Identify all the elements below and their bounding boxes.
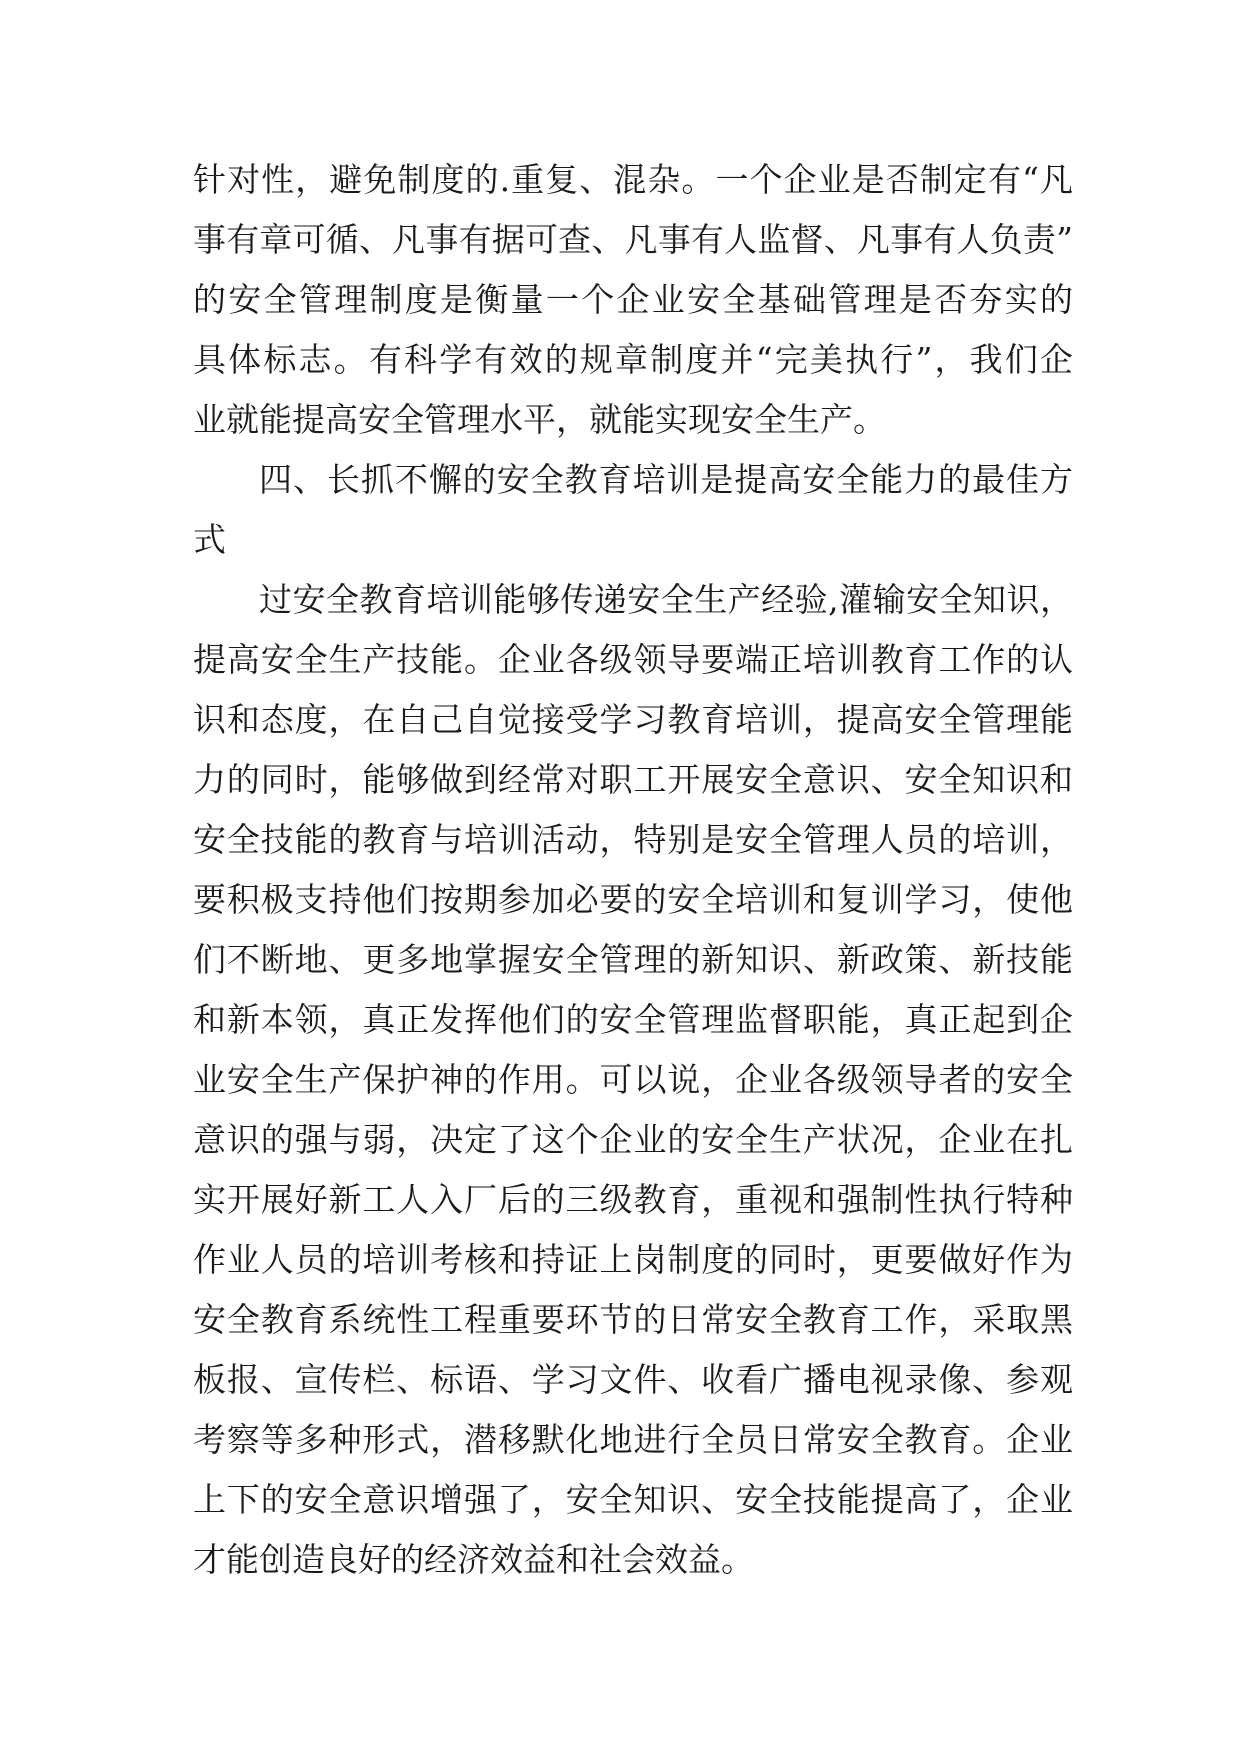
text-line: 考察等多种形式，潜移默化地进行全员日常安全教育。企业 — [193, 1420, 1073, 1459]
text-line: 提高安全生产技能。企业各级领导要端正培训教育工作的认 — [193, 640, 1073, 679]
text-line: 实开展好新工人入厂后的三级教育，重视和强制性执行特种 — [193, 1180, 1073, 1219]
text-line: 们不断地、更多地掌握安全管理的新知识、新政策、新技能 — [193, 940, 1073, 979]
text-line: 业安全生产保护神的作用。可以说，企业各级领导者的安全 — [193, 1060, 1073, 1099]
text-line: 板报、宣传栏、标语、学习文件、收看广播电视录像、参观 — [193, 1360, 1073, 1399]
text-line: 式 — [193, 520, 226, 559]
text-line: 作业人员的培训考核和持证上岗制度的同时，更要做好作为 — [193, 1240, 1073, 1279]
text-line: 才能创造良好的经济效益和社会效益。 — [193, 1540, 754, 1579]
text-line: 安全技能的教育与培训活动，特别是安全管理人员的培训， — [193, 820, 1073, 859]
text-line: 具体标志。有科学有效的规章制度并“完美执行”，我们企 — [193, 340, 1073, 379]
text-line: 要积极支持他们按期参加必要的安全培训和复训学习，使他 — [193, 880, 1073, 919]
text-line: 业就能提高安全管理水平，就能实现安全生产。 — [193, 400, 886, 439]
text-line: 和新本领，真正发挥他们的安全管理监督职能，真正起到企 — [193, 1000, 1073, 1039]
text-line: 的安全管理制度是衡量一个企业安全基础管理是否夯实的 — [193, 280, 1073, 319]
text-line: 针对性，避免制度的.重复、混杂。一个企业是否制定有“凡 — [193, 160, 1073, 199]
document-body — [193, 150, 1073, 1590]
text-line: 四、长抓不懈的安全教育培训是提高安全能力的最佳方 — [259, 460, 1073, 499]
text-line: 安全教育系统性工程重要环节的日常安全教育工作，采取黑 — [193, 1300, 1073, 1339]
text-line: 力的同时，能够做到经常对职工开展安全意识、安全知识和 — [193, 760, 1073, 799]
text-line: 上下的安全意识增强了，安全知识、安全技能提高了，企业 — [193, 1480, 1073, 1519]
text-line: 事有章可循、凡事有据可查、凡事有人监督、凡事有人负责” — [193, 220, 1073, 259]
text-line: 意识的强与弱，决定了这个企业的安全生产状况，企业在扎 — [193, 1120, 1073, 1159]
text-line: 识和态度，在自己自觉接受学习教育培训，提高安全管理能 — [193, 700, 1073, 739]
text-line: 过安全教育培训能够传递安全生产经验,灌输安全知识， — [259, 580, 1073, 619]
